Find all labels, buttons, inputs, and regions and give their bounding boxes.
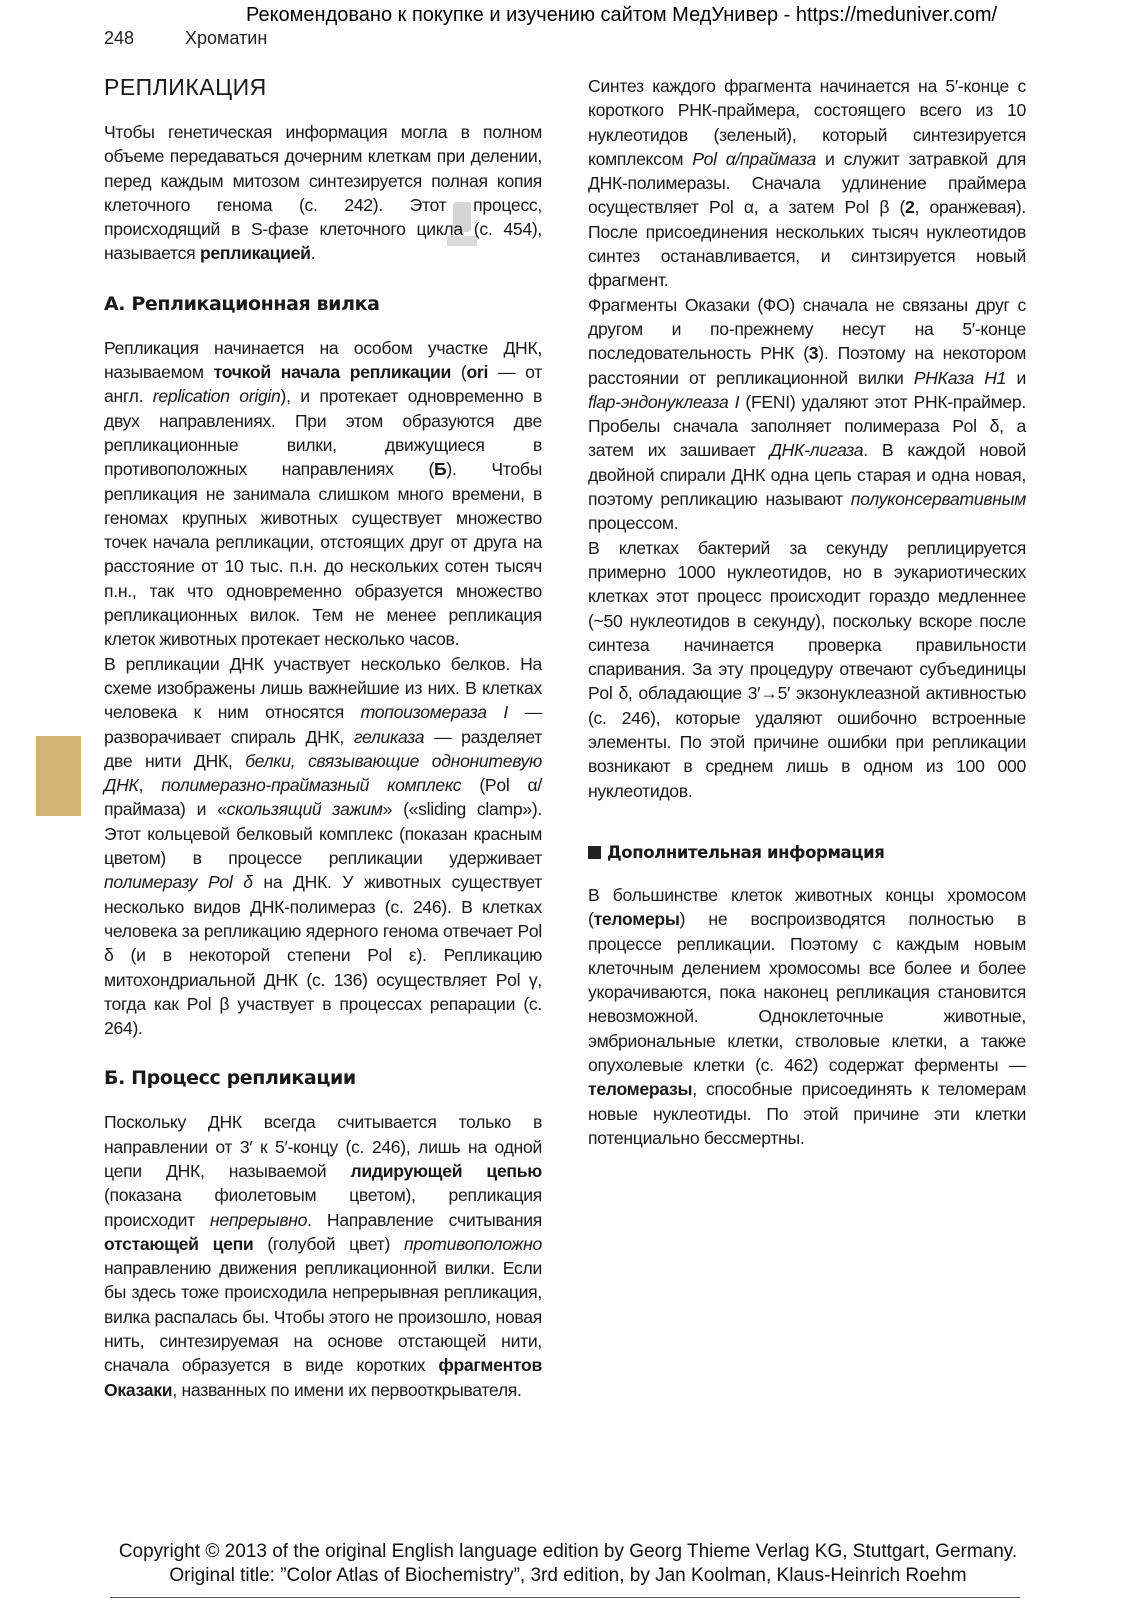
section-a-paragraph-2: В репликации ДНК участвует несколько белков. На схеме изображены лишь важнейшие из них. В клетках человека к ним относятся топоизомераза I — разворачивает спираль ДНК, геликаза — разделяет две нити ДНК, белки, связывающие однонитевую ДНК, полимеразно-праймазный комплекс (Pol α/праймаза) и «скользящий зажим» («sliding clamp»). Этот кольцевой белковый комплекс (показан красным цветом) в процессе репликации удерживает полимеразу Pol δ на ДНК. У животных существует несколько видов ДНК-полимераз (с. 246). В клетках человека за репликацию ядерного генома отвечает Pol δ (и в некоторой степени Pol ε). Репликацию митохондриальной ДНК (с. 136) осуществляет Pol γ, тогда как Pol β участвует в процессах репарации (с. 264). xyxy=(104,653,543,1039)
section-b-paragraph-1: Поскольку ДНК всегда считывается только в направлении от 3′ к 5′-концу (с. 246), лишь на одной цепи ДНК, называемой лидирующей цепью (показана фиолетовым цветом), репликация происходит непрерывно. Направление считывания отстающей цепи (голубой цвет) противоположно направлению движения репликационной вилки. Если бы здесь тоже происходила непрерывная репликация, вилка распалась бы. Чтобы этого не произошло, новая нить, синтезируемая на основе отстающей нити, сначала образуется в виде коротких фрагментов Оказаки, названных по имени их первооткрывателя. xyxy=(104,1112,542,1400)
square-bullet-icon xyxy=(588,846,601,859)
intro-paragraph: Чтобы генетическая информация могла в полном объеме передаваться дочерним клеткам при делении, перед каждым митозом синтезируется полная копия клеточного генома (с. 242). Этот процесс, происходящий в S-фазе клеточного цикла (с. 454), называется репликацией. xyxy=(104,122,542,264)
site-banner: Рекомендовано к покупке и изучению сайтом МедУнивер - https://meduniver.com/ xyxy=(246,4,998,26)
extra-info-heading xyxy=(588,841,1026,865)
right-paragraph-3: В клетках бактерий за секунду реплицируется примерно 1000 нуклеотидов, но в эукариотических клетках этот процесс происходит гораздо медленнее (~50 нуклеотидов в секунду), поскольку вскоре после синтеза начинается проверка правильности спаривания. За эту процедуру отвечают субъединицы Pol δ, обладающие 3′→5′ экзонуклеазной активностью (с. 246), которые удаляют ошибочно встроенные элементы. По этой причине ошибки при репликации возникают в среднем лишь в одном из 100 000 нуклеотидов. xyxy=(588,537,1026,801)
right-column xyxy=(588,74,1026,1150)
section-a-title: А. Репликационная вилка xyxy=(104,292,380,315)
left-column xyxy=(104,120,542,1402)
extra-info-title: Дополнительная информация xyxy=(607,842,885,862)
copyright-line: Copyright © 2013 of the original English language edition by Georg Thieme Verlag KG, Stuttgart, Germany. xyxy=(118,1541,1018,1562)
footer-divider xyxy=(110,1597,1020,1598)
section-title: РЕПЛИКАЦИЯ xyxy=(104,74,267,100)
original-title-line: Original title: ”Color Atlas of Biochemistry”, 3rd edition, by Jan Koolman, Klaus-Heinrich Roehm xyxy=(169,1565,967,1586)
right-paragraph-1: Синтез каждого фрагмента начинается на 5′-конце с короткого РНК-праймера, состоящего всего из 10 нуклеотидов (зеленый), который синтезируется комплексом Pol α/праймаза и служит затравкой для ДНК-полимеразы. Сначала удлинение праймера осуществляет Pol α, а затем Pol β (2, оранжевая). После присоединения нескольких тысяч нуклеотидов синтез останавливается, и синтзируется новый фрагмент. xyxy=(588,76,1026,291)
extra-info-paragraph: В большинстве клеток животных концы хромосом (теломеры) не воспроизводятся полностью в процессе репликации. Поэтому с каждым новым клеточным делением хромосомы все более и более укорачиваются, пока наконец репликация становится невозможной. Одноклеточные животные, эмбриональные клетки, стволовые клетки, а также опухолевые клетки (с. 462) содержат ферменты — теломеразы, способные присоединять к теломерам новые нуклеотиды. По этой причине эти клетки потенциально бессмертны. xyxy=(588,884,1026,1148)
section-a-paragraph-1: Репликация начинается на особом участке ДНК, называемом точкой начала репликации (ori — от англ. replication origin), и протекает одновременно в двух направлениях. При этом образуются две репликационные вилки, движущиеся в противоположных направлениях (Б). Чтобы репликация не занимала слишком много времени, в геномах крупных животных существует множество точек начала репликации, отстоящих друг от друга на расстояние от 10 тыс. п.н. до нескольких сотен тысяч п.н., так что одновременно образуется множество репликационных вилок. Тем не менее репликация клеток животных протекает несколько часов. xyxy=(104,337,543,650)
chapter-tab-marker xyxy=(36,736,81,816)
running-header xyxy=(104,28,267,49)
page-number: 248 xyxy=(104,28,135,48)
section-b-title: Б. Процесс репликации xyxy=(104,1067,356,1090)
right-paragraph-2: Фрагменты Оказаки (ФО) сначала не связаны друг с другом и по-прежнему несут на 5′-конце последовательность РНК (3). Поэтому на некотором расстоянии от репликационной вилки РНКаза H1 и flap-эндонуклеаза I (FENI) удаляют этот РНК-праймер. Пробелы сначала заполняет полимераза Pol δ, а затем их зашивает ДНК-лигаза. В каждой новой двойной спирали ДНК одна цепь старая и одна новая, поэтому репликацию называют полуконсервативным процессом. xyxy=(588,294,1027,534)
chapter-title: Хроматин xyxy=(185,28,268,48)
